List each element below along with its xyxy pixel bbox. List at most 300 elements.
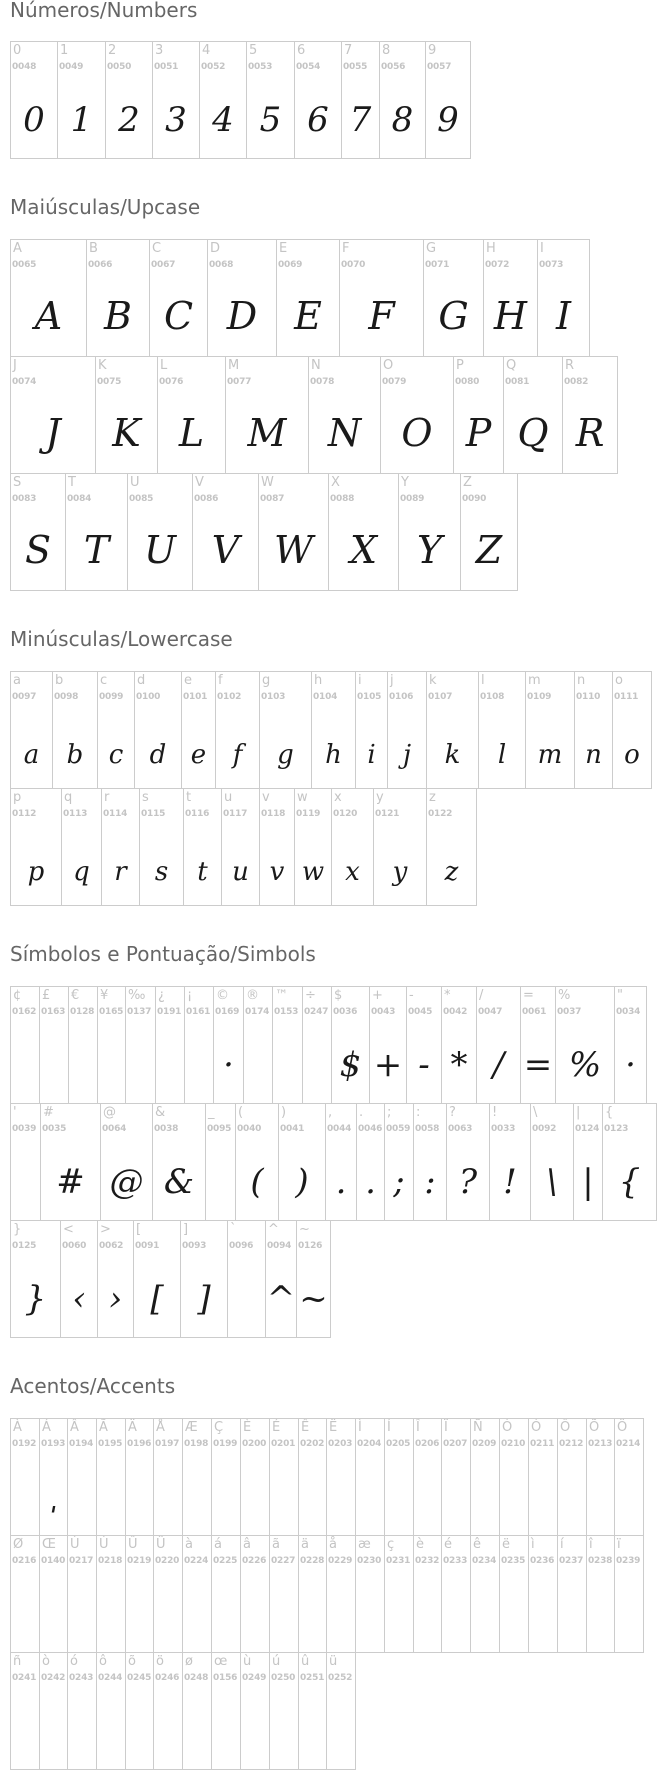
glyph-code-label: 0089	[400, 494, 425, 504]
glyph-sample: @	[109, 1162, 144, 1202]
glyph-cell-0124	[573, 1103, 603, 1221]
glyph-code-label: 0063	[448, 1124, 473, 1134]
glyph-cell-0056	[379, 41, 426, 159]
glyph-cell-0128	[68, 986, 98, 1104]
glyph-char-label: !	[492, 1105, 498, 1120]
glyph-cell-0081	[503, 356, 563, 474]
glyph-cell-0039	[10, 1103, 41, 1221]
glyph-char-label: q	[64, 790, 73, 805]
glyph-char-label: Û	[128, 1537, 138, 1552]
glyph-sample: ·	[223, 1045, 234, 1085]
glyph-code-label: 0071	[425, 260, 450, 270]
glyph-code-label: 0100	[136, 692, 161, 702]
glyph-code-label: 0109	[527, 692, 552, 702]
glyph-code-label: 0041	[280, 1124, 305, 1134]
glyph-char-label: }	[13, 1222, 22, 1237]
glyph-cell-0069	[276, 239, 340, 357]
glyph-code-label: 0079	[382, 377, 407, 387]
glyph-cell-0063	[446, 1103, 490, 1221]
glyph-char-label: s	[142, 790, 149, 805]
glyph-code-label: 0121	[375, 809, 400, 819]
glyph-cell-0228	[298, 1535, 327, 1653]
glyph-code-label: 0036	[333, 1007, 358, 1017]
glyph-cell-0156	[211, 1652, 241, 1770]
glyph-cell-0114	[101, 788, 140, 906]
glyph-char-label: [	[136, 1222, 142, 1237]
glyph-cell-0211	[528, 1418, 558, 1536]
glyph-char-label: Ö	[617, 1420, 628, 1435]
section-title-accents: Acentos/Accents	[10, 1374, 176, 1398]
glyph-char-label: ]	[183, 1222, 189, 1237]
glyph-char-label: N	[311, 358, 321, 373]
glyph-sample: &	[163, 1162, 195, 1202]
glyph-char-label: Ô	[560, 1420, 571, 1435]
glyph-sample: /	[492, 1045, 505, 1085]
glyph-code-label: 0070	[341, 260, 366, 270]
glyph-char-label: e	[184, 673, 192, 688]
glyph-char-label: õ	[128, 1654, 136, 1669]
glyph-char-label: Ì	[358, 1420, 362, 1435]
glyph-cell-0237	[557, 1535, 587, 1653]
glyph-code-label: 0174	[245, 1007, 270, 1017]
glyph-code-label: 0169	[215, 1007, 240, 1017]
glyph-char-label: É	[272, 1420, 281, 1435]
glyph-code-label: 0114	[103, 809, 128, 819]
glyph-cell-0165	[97, 986, 126, 1104]
glyph-code-label: 0200	[242, 1439, 267, 1449]
glyph-sample: P	[465, 411, 492, 455]
glyph-char-label: {	[605, 1105, 614, 1120]
glyph-code-label: 0085	[129, 494, 154, 504]
glyph-char-label: ¢	[13, 988, 22, 1003]
glyph-char-label: z	[429, 790, 436, 805]
glyph-code-label: 0137	[127, 1007, 152, 1017]
glyph-char-label: ©	[216, 988, 229, 1003]
glyph-code-label: 0043	[371, 1007, 396, 1017]
glyph-cell-0201	[269, 1418, 299, 1536]
glyph-code-label: 0049	[59, 62, 84, 72]
glyph-code-label: 0084	[67, 494, 92, 504]
glyph-char-label: 3	[155, 43, 164, 58]
glyph-char-label: Œ	[42, 1537, 56, 1552]
glyph-char-label: Z	[463, 475, 472, 490]
glyph-cell-0111	[612, 671, 652, 789]
glyph-code-label: 0199	[213, 1439, 238, 1449]
glyph-char-label: <	[63, 1222, 74, 1237]
glyph-sample: =	[523, 1045, 553, 1085]
glyph-cell-0092	[530, 1103, 574, 1221]
glyph-cell-0196	[125, 1418, 154, 1536]
glyph-char-label: X	[331, 475, 340, 490]
glyph-code-label: 0242	[41, 1673, 66, 1683]
glyph-char-label: è	[416, 1537, 424, 1552]
glyph-sample: ›	[108, 1279, 123, 1319]
glyph-sample: 3	[165, 100, 187, 140]
section-title-lowercase: Minúsculas/Lowercase	[10, 627, 233, 651]
glyph-cell-0054	[294, 41, 342, 159]
glyph-code-label: 0059	[386, 1124, 411, 1134]
glyph-code-label: 0204	[357, 1439, 382, 1449]
glyph-cell-0045	[406, 986, 442, 1104]
glyph-code-label: 0051	[154, 62, 179, 72]
glyph-code-label: 0062	[99, 1241, 124, 1251]
glyph-cell-0073	[537, 239, 590, 357]
glyph-code-label: 0228	[300, 1556, 325, 1566]
glyph-cell-0238	[586, 1535, 615, 1653]
glyph-sample: .	[365, 1162, 376, 1202]
glyph-sample: $	[339, 1045, 362, 1085]
glyph-char-label: r	[104, 790, 110, 805]
glyph-cell-0213	[586, 1418, 615, 1536]
glyph-char-label: G	[426, 241, 437, 256]
glyph-code-label: 0238	[588, 1556, 613, 1566]
glyph-char-label: æ	[358, 1537, 371, 1552]
glyph-sample: Q	[517, 411, 549, 455]
glyph-cell-0212	[557, 1418, 587, 1536]
glyph-char-label: ™	[275, 988, 288, 1003]
glyph-char-label: Ü	[156, 1537, 166, 1552]
glyph-char-label: *	[444, 988, 451, 1003]
glyph-char-label: -	[409, 988, 414, 1003]
glyph-code-label: 0119	[296, 809, 321, 819]
glyph-cell-0251	[298, 1652, 327, 1770]
glyph-char-label: £	[42, 988, 51, 1003]
glyph-cell-0206	[413, 1418, 442, 1536]
glyph-cell-0205	[384, 1418, 414, 1536]
glyph-code-label: 0233	[443, 1556, 468, 1566]
glyph-code-label: 0069	[278, 260, 303, 270]
glyph-code-label: 0086	[194, 494, 219, 504]
glyph-sample: D	[226, 294, 258, 338]
glyph-cell-0047	[476, 986, 521, 1104]
glyph-char-label: ~	[299, 1222, 310, 1237]
glyph-sample: W	[273, 528, 314, 572]
glyph-char-label: o	[615, 673, 623, 688]
glyph-cell-0203	[326, 1418, 356, 1536]
glyph-char-label: À	[13, 1420, 22, 1435]
glyph-cell-0224	[182, 1535, 212, 1653]
glyph-cell-0219	[125, 1535, 154, 1653]
glyph-char-label: H	[486, 241, 496, 256]
glyph-sample: 8	[391, 100, 414, 140]
glyph-cell-0243	[67, 1652, 97, 1770]
glyph-cell-0080	[453, 356, 504, 474]
glyph-char-label: I	[540, 241, 544, 256]
glyph-cell-0191	[155, 986, 185, 1104]
glyph-sample: v	[269, 857, 285, 887]
glyph-char-label: é	[444, 1537, 452, 1552]
glyph-code-label: 0235	[501, 1556, 526, 1566]
glyph-sample: %	[568, 1045, 602, 1085]
glyph-sample: 6	[307, 100, 329, 140]
glyph-cell-0109	[525, 671, 575, 789]
glyph-code-label: 0056	[381, 62, 406, 72]
glyph-char-label: ô	[99, 1654, 107, 1669]
glyph-char-label: ÷	[305, 988, 316, 1003]
glyph-sample: L	[178, 411, 205, 455]
glyph-cell-0087	[258, 473, 329, 591]
glyph-char-label: €	[71, 988, 80, 1003]
glyph-cell-0235	[499, 1535, 529, 1653]
glyph-sample: X	[349, 528, 378, 572]
glyph-code-label: 0075	[97, 377, 122, 387]
glyph-sample: A	[34, 294, 63, 338]
glyph-sample: B	[104, 294, 132, 338]
glyph-code-label: 0064	[102, 1124, 127, 1134]
glyph-code-label: 0237	[559, 1556, 584, 1566]
glyph-cell-0226	[240, 1535, 270, 1653]
glyph-char-label: Ï	[444, 1420, 448, 1435]
glyph-cell-0105	[355, 671, 388, 789]
glyph-sample: 7	[349, 100, 372, 140]
glyph-char-label: \	[533, 1105, 538, 1120]
glyph-cell-0119	[294, 788, 332, 906]
glyph-char-label: v	[262, 790, 270, 805]
glyph-code-label: 0115	[141, 809, 166, 819]
glyph-char-label: %	[558, 988, 571, 1003]
glyph-char-label: $	[334, 988, 343, 1003]
glyph-sample: e	[190, 740, 207, 770]
glyph-code-label: 0108	[480, 692, 505, 702]
glyph-code-label: 0050	[107, 62, 132, 72]
glyph-cell-0230	[355, 1535, 385, 1653]
glyph-cell-0064	[100, 1103, 153, 1221]
glyph-sample: r	[114, 857, 127, 887]
glyph-char-label: t	[186, 790, 192, 805]
glyph-cell-0199	[211, 1418, 241, 1536]
glyph-code-label: 0113	[63, 809, 88, 819]
glyph-code-label: 0252	[328, 1673, 353, 1683]
glyph-char-label: u	[224, 790, 233, 805]
glyph-code-label: 0236	[530, 1556, 555, 1566]
glyph-sample: |	[582, 1162, 594, 1202]
glyph-cell-0247	[302, 986, 332, 1104]
glyph-code-label: 0088	[330, 494, 355, 504]
glyph-cell-0059	[384, 1103, 414, 1221]
glyph-code-label: 0067	[151, 260, 176, 270]
glyph-code-label: 0194	[69, 1439, 94, 1449]
glyph-cell-0236	[528, 1535, 558, 1653]
glyph-sample: n	[585, 740, 602, 770]
glyph-cell-0192	[10, 1418, 40, 1536]
glyph-code-label: 0212	[559, 1439, 584, 1449]
glyph-code-label: 0239	[616, 1556, 641, 1566]
glyph-char-label: V	[195, 475, 204, 490]
glyph-char-label: Ò	[502, 1420, 513, 1435]
glyph-code-label: 0203	[328, 1439, 353, 1449]
glyph-sample: h	[325, 740, 342, 770]
glyph-char-label: Ê	[301, 1420, 310, 1435]
glyph-sample: s	[154, 857, 169, 887]
glyph-char-label: Õ	[589, 1420, 600, 1435]
glyph-code-label: 0161	[186, 1007, 211, 1017]
glyph-cell-0214	[614, 1418, 644, 1536]
glyph-char-label: Ó	[531, 1420, 542, 1435]
glyph-cell-0036	[331, 986, 370, 1104]
glyph-sample: 5	[259, 100, 282, 140]
glyph-sample: \	[546, 1162, 558, 1202]
glyph-code-label: 0219	[127, 1556, 152, 1566]
glyph-code-label: 0117	[223, 809, 248, 819]
glyph-char-label: ù	[243, 1654, 252, 1669]
glyph-cell-0055	[341, 41, 380, 159]
glyph-cell-0090	[460, 473, 518, 591]
glyph-sample: -	[418, 1045, 430, 1085]
glyph-char-label: x	[334, 790, 342, 805]
glyph-code-label: 0205	[386, 1439, 411, 1449]
glyph-cell-0246	[153, 1652, 183, 1770]
glyph-char-label: ò	[42, 1654, 50, 1669]
glyph-code-label: 0093	[182, 1241, 207, 1251]
glyph-cell-0058	[413, 1103, 447, 1221]
glyph-cell-0049	[57, 41, 106, 159]
glyph-char-label: M	[228, 358, 240, 373]
glyph-cell-0072	[483, 239, 538, 357]
glyph-code-label: 0055	[343, 62, 368, 72]
glyph-cell-0121	[373, 788, 427, 906]
section-title-upcase: Maiúsculas/Upcase	[10, 195, 201, 219]
glyph-cell-0195	[96, 1418, 126, 1536]
glyph-cell-0162	[10, 986, 40, 1104]
glyph-cell-0065	[10, 239, 87, 357]
glyph-sample: )	[295, 1162, 309, 1202]
glyph-cell-0225	[211, 1535, 241, 1653]
glyph-char-label: g	[262, 673, 271, 688]
glyph-char-label: ¡	[187, 988, 193, 1003]
glyph-cell-0216	[10, 1535, 40, 1653]
glyph-cell-0083	[10, 473, 66, 591]
glyph-cell-0115	[139, 788, 184, 906]
glyph-code-label: 0047	[478, 1007, 503, 1017]
glyph-code-label: 0066	[88, 260, 113, 270]
glyph-code-label: 0193	[41, 1439, 66, 1449]
glyph-sample: U	[143, 528, 177, 572]
glyph-code-label: 0104	[313, 692, 338, 702]
glyph-cell-0042	[441, 986, 477, 1104]
glyph-char-label: >	[100, 1222, 111, 1237]
glyph-code-label: 0250	[271, 1673, 296, 1683]
glyph-code-label: 0244	[98, 1673, 123, 1683]
glyph-code-label: 0096	[229, 1241, 254, 1251]
glyph-char-label: ä	[301, 1537, 309, 1552]
glyph-sample: f	[232, 740, 243, 770]
glyph-code-label: 0076	[159, 377, 184, 387]
glyph-sample: Z	[475, 528, 503, 572]
glyph-cell-0040	[235, 1103, 279, 1221]
glyph-char-label: 7	[344, 43, 353, 58]
glyph-code-label: 0038	[154, 1124, 179, 1134]
glyph-cell-0232	[413, 1535, 442, 1653]
glyph-code-label: 0122	[428, 809, 453, 819]
glyph-cell-0126	[296, 1220, 331, 1338]
glyph-code-label: 0220	[155, 1556, 180, 1566]
glyph-char-label: @	[103, 1105, 116, 1120]
glyph-cell-0118	[259, 788, 295, 906]
glyph-sample: a	[23, 740, 40, 770]
glyph-char-label: +	[372, 988, 383, 1003]
glyph-code-label: 0111	[614, 692, 639, 702]
glyph-cell-0086	[192, 473, 259, 591]
glyph-sample: i	[367, 740, 376, 770]
glyph-code-label: 0058	[415, 1124, 440, 1134]
glyph-char-label: Ç	[214, 1420, 224, 1435]
glyph-code-label: 0214	[616, 1439, 641, 1449]
glyph-sample: T	[83, 528, 110, 572]
glyph-code-label: 0039	[12, 1124, 37, 1134]
glyph-code-label: 0120	[333, 809, 358, 819]
glyph-cell-0194	[67, 1418, 97, 1536]
glyph-code-label: 0195	[98, 1439, 123, 1449]
glyph-cell-0057	[425, 41, 471, 159]
glyph-char-label: L	[160, 358, 168, 373]
glyph-cell-0242	[39, 1652, 68, 1770]
glyph-cell-0239	[614, 1535, 644, 1653]
glyph-char-label: k	[429, 673, 437, 688]
glyph-char-label: |	[576, 1105, 581, 1120]
glyph-sample: ^	[266, 1279, 296, 1319]
glyph-sample: d	[149, 740, 167, 770]
glyph-char-label: Å	[156, 1420, 165, 1435]
glyph-char-label: l	[481, 673, 485, 688]
glyph-code-label: 0163	[41, 1007, 66, 1017]
glyph-code-label: 0053	[248, 62, 273, 72]
glyph-sample: k	[444, 740, 461, 770]
glyph-cell-0163	[39, 986, 69, 1104]
glyph-cell-0053	[246, 41, 295, 159]
glyph-cell-0123	[602, 1103, 657, 1221]
glyph-cell-0106	[387, 671, 427, 789]
glyph-sample: K	[112, 411, 141, 455]
glyph-char-label: y	[376, 790, 384, 805]
glyph-char-label: ñ	[13, 1654, 22, 1669]
glyph-char-label: J	[13, 358, 17, 373]
glyph-code-label: 0060	[62, 1241, 87, 1251]
glyph-code-label: 0126	[298, 1241, 323, 1251]
glyph-char-label: j	[390, 673, 394, 688]
glyph-code-label: 0241	[12, 1673, 37, 1683]
glyph-char-label: ï	[617, 1537, 621, 1552]
glyph-cell-0229	[326, 1535, 356, 1653]
glyph-code-label: 0098	[54, 692, 79, 702]
glyph-code-label: 0248	[184, 1673, 209, 1683]
glyph-cell-0112	[10, 788, 62, 906]
glyph-char-label: ,	[328, 1105, 333, 1120]
glyph-sample: V	[211, 528, 240, 572]
glyph-code-label: 0077	[227, 377, 252, 387]
glyph-char-label: =	[523, 988, 534, 1003]
glyph-cell-0198	[182, 1418, 212, 1536]
glyph-char-label: C	[152, 241, 162, 256]
glyph-code-label: 0211	[530, 1439, 555, 1449]
glyph-char-label: /	[479, 988, 484, 1003]
glyph-code-label: 0227	[271, 1556, 296, 1566]
glyph-char-label: ø	[185, 1654, 193, 1669]
glyph-code-label: 0091	[135, 1241, 160, 1251]
glyph-cell-0099	[97, 671, 135, 789]
glyph-char-label: ö	[156, 1654, 164, 1669]
glyph-char-label: w	[297, 790, 308, 805]
glyph-char-label: #	[43, 1105, 54, 1120]
glyph-cell-0153	[272, 986, 303, 1104]
glyph-cell-0093	[180, 1220, 228, 1338]
glyph-sample: c	[108, 740, 124, 770]
glyph-cell-0070	[339, 239, 424, 357]
glyph-code-label: 0090	[462, 494, 487, 504]
glyph-sample: (	[250, 1162, 264, 1202]
glyph-char-label: &	[155, 1105, 166, 1120]
glyph-char-label: Ø	[13, 1537, 24, 1552]
glyph-sample: b	[66, 740, 84, 770]
